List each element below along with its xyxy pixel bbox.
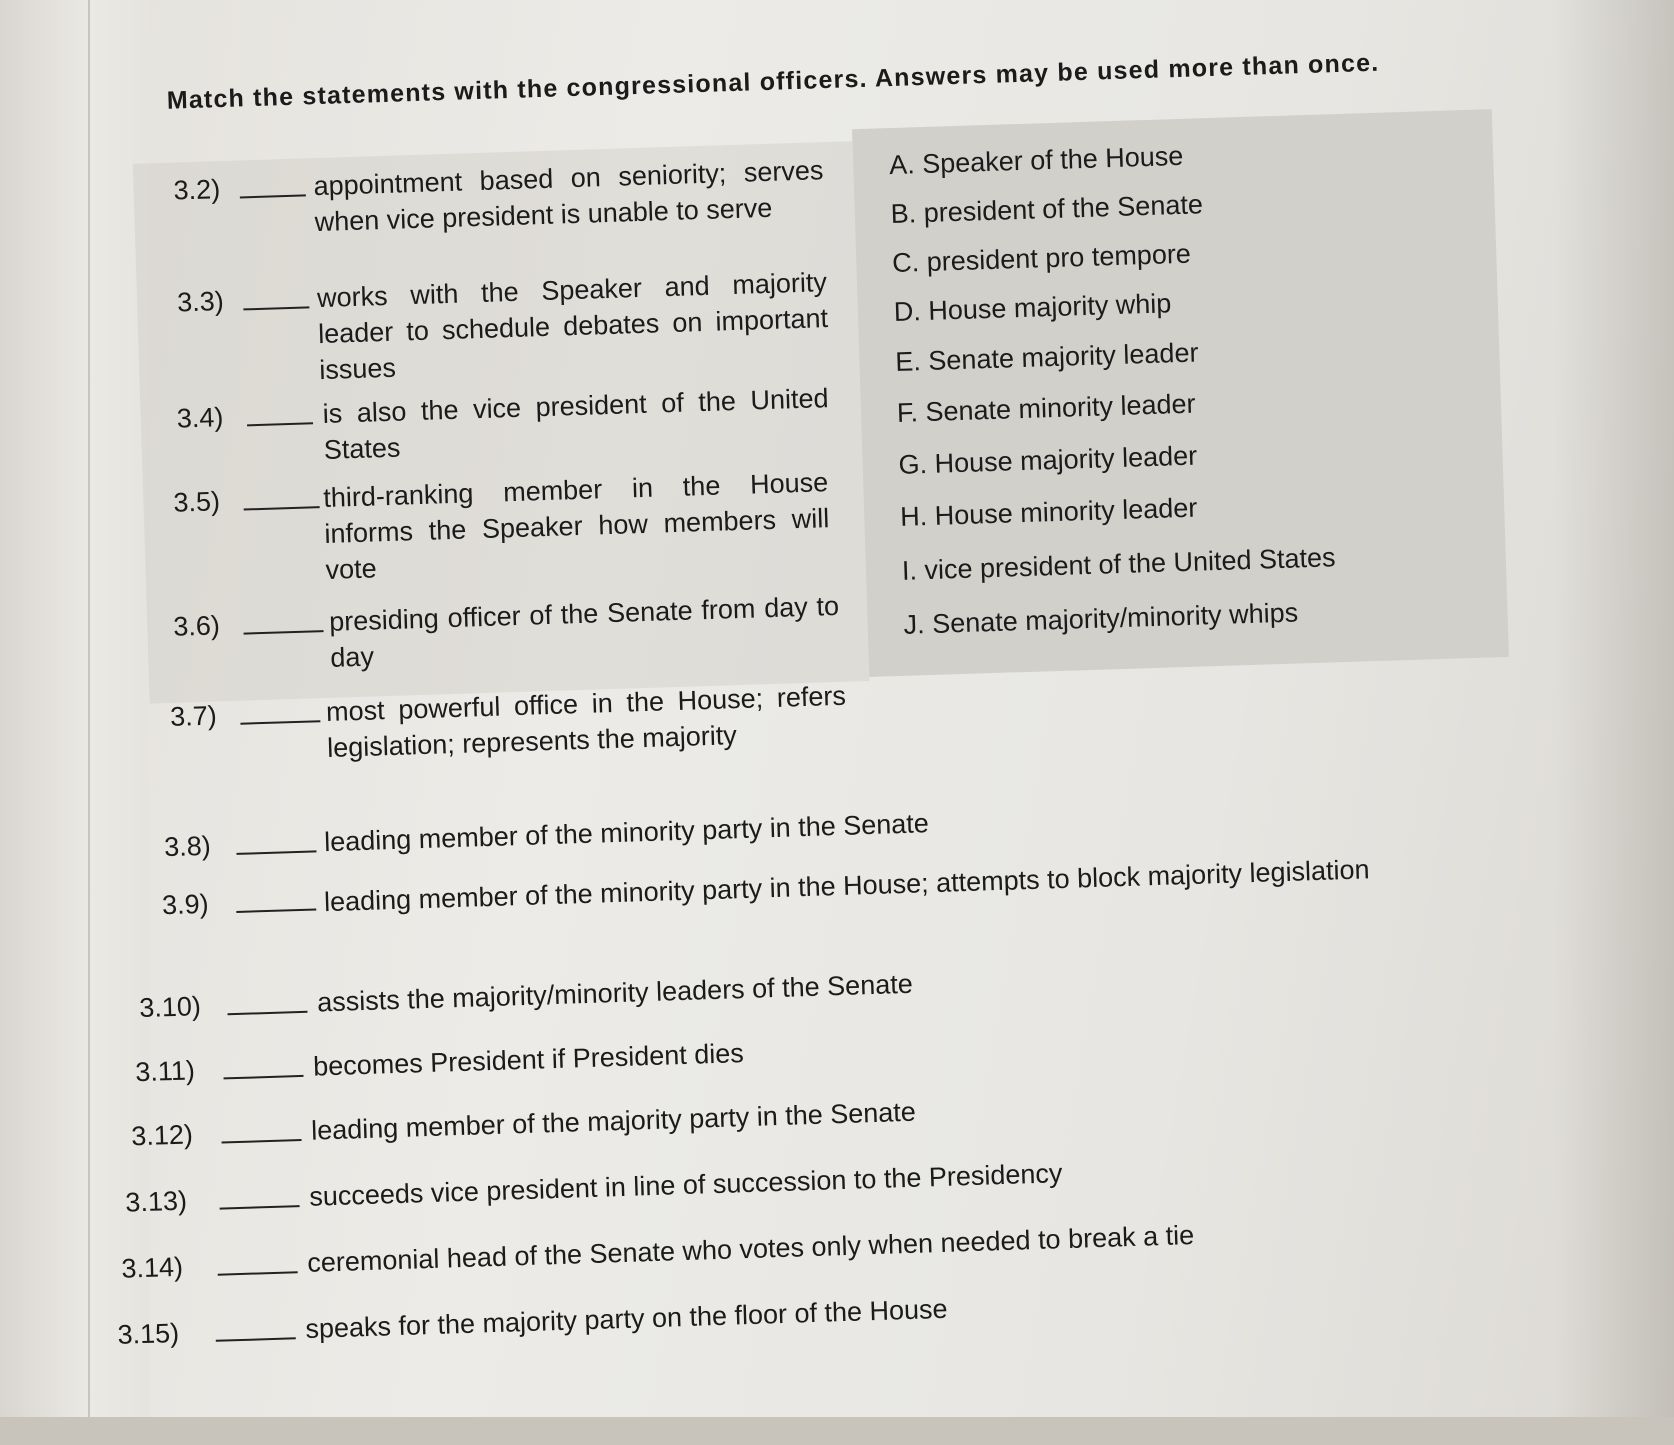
question-number: 3.6) bbox=[172, 610, 221, 642]
answer-letter: F. bbox=[896, 397, 919, 428]
answer-letter: C. bbox=[891, 247, 920, 279]
question-number: 3.14) bbox=[121, 1251, 184, 1284]
answer-label: Senate minority leader bbox=[925, 388, 1196, 428]
question-text: becomes President if President dies bbox=[312, 1038, 745, 1082]
question-text: appointment based on seniority; serves when vice president is unable to serve bbox=[313, 155, 824, 238]
answer-letter: I. bbox=[901, 555, 918, 586]
answer-blank[interactable] bbox=[216, 1337, 296, 1342]
answer-label: House minority leader bbox=[934, 492, 1198, 531]
question-text: leading member of the majority party in the Senate bbox=[310, 1096, 917, 1146]
instructions: Match the statements with the congressional officers. Answers may be used more than once. bbox=[166, 48, 1380, 115]
question-text: works with the Speaker and majority leader to schedule debates on important issues bbox=[316, 267, 829, 386]
question-number: 3.10) bbox=[138, 991, 202, 1024]
answer-blank[interactable] bbox=[240, 720, 320, 725]
answer-label: Senate majority leader bbox=[927, 337, 1199, 376]
question-number: 3.9) bbox=[161, 888, 210, 921]
answer-blank[interactable] bbox=[222, 1139, 302, 1144]
answer-letter: A. bbox=[888, 149, 916, 181]
answer-blank[interactable] bbox=[224, 1075, 304, 1080]
answer-letter: G. bbox=[898, 449, 928, 480]
question-text: speaks for the majority party on the floor of the House bbox=[304, 1293, 948, 1344]
answer-letter: E. bbox=[894, 346, 922, 377]
question-number: 3.15) bbox=[117, 1317, 180, 1350]
question-text: is also the vice president of the United States bbox=[322, 383, 829, 465]
answer-label: House majority whip bbox=[927, 288, 1172, 326]
question-text: leading member of the minority party in the House; attempts to block majority legislation bbox=[323, 854, 1371, 918]
question-number: 3.7) bbox=[169, 700, 218, 732]
question-text: ceremonial head of the Senate who votes only when needed to break a tie bbox=[306, 1220, 1195, 1278]
answer-letter: D. bbox=[893, 296, 922, 327]
question-text: assists the majority/minority leaders of the Senate bbox=[316, 968, 914, 1018]
question-text: third-ranking member in the House informs the Speaker how members will vote bbox=[322, 467, 830, 585]
question-number: 3.3) bbox=[176, 286, 225, 318]
question-number: 3.2) bbox=[173, 174, 221, 206]
answer-blank[interactable] bbox=[218, 1271, 298, 1276]
question-number: 3.12) bbox=[130, 1119, 194, 1152]
answer-label: House majority leader bbox=[934, 440, 1198, 479]
answer-blank[interactable] bbox=[220, 1205, 300, 1210]
question-number: 3.5) bbox=[172, 486, 221, 518]
answer-blank[interactable] bbox=[236, 908, 316, 913]
answer-blank[interactable] bbox=[236, 850, 316, 855]
answer-blank[interactable] bbox=[228, 1011, 308, 1016]
answer-label: Senate majority/minority whips bbox=[931, 597, 1299, 639]
question-number: 3.13) bbox=[124, 1185, 188, 1218]
answer-label: president pro tempore bbox=[926, 238, 1192, 277]
answer-letter: B. bbox=[890, 198, 917, 230]
question-number: 3.11) bbox=[134, 1055, 196, 1088]
answer-label: vice president of the United States bbox=[923, 542, 1336, 586]
answer-letter: J. bbox=[903, 609, 926, 640]
question-text: presiding officer of the Senate from day to day bbox=[328, 590, 840, 673]
question-text: leading member of the minority party in the Senate bbox=[323, 808, 930, 858]
question-number: 3.8) bbox=[163, 830, 212, 863]
answer-label: Speaker of the House bbox=[921, 140, 1184, 180]
answer-letter: H. bbox=[899, 501, 928, 532]
question-text: succeeds vice president in line of succession to the Presidency bbox=[308, 1158, 1063, 1212]
question-text: most powerful office in the House; refers legislation; represents the majority bbox=[325, 680, 847, 764]
question-number: 3.4) bbox=[176, 402, 224, 434]
answer-label: president of the Senate bbox=[923, 189, 1204, 229]
